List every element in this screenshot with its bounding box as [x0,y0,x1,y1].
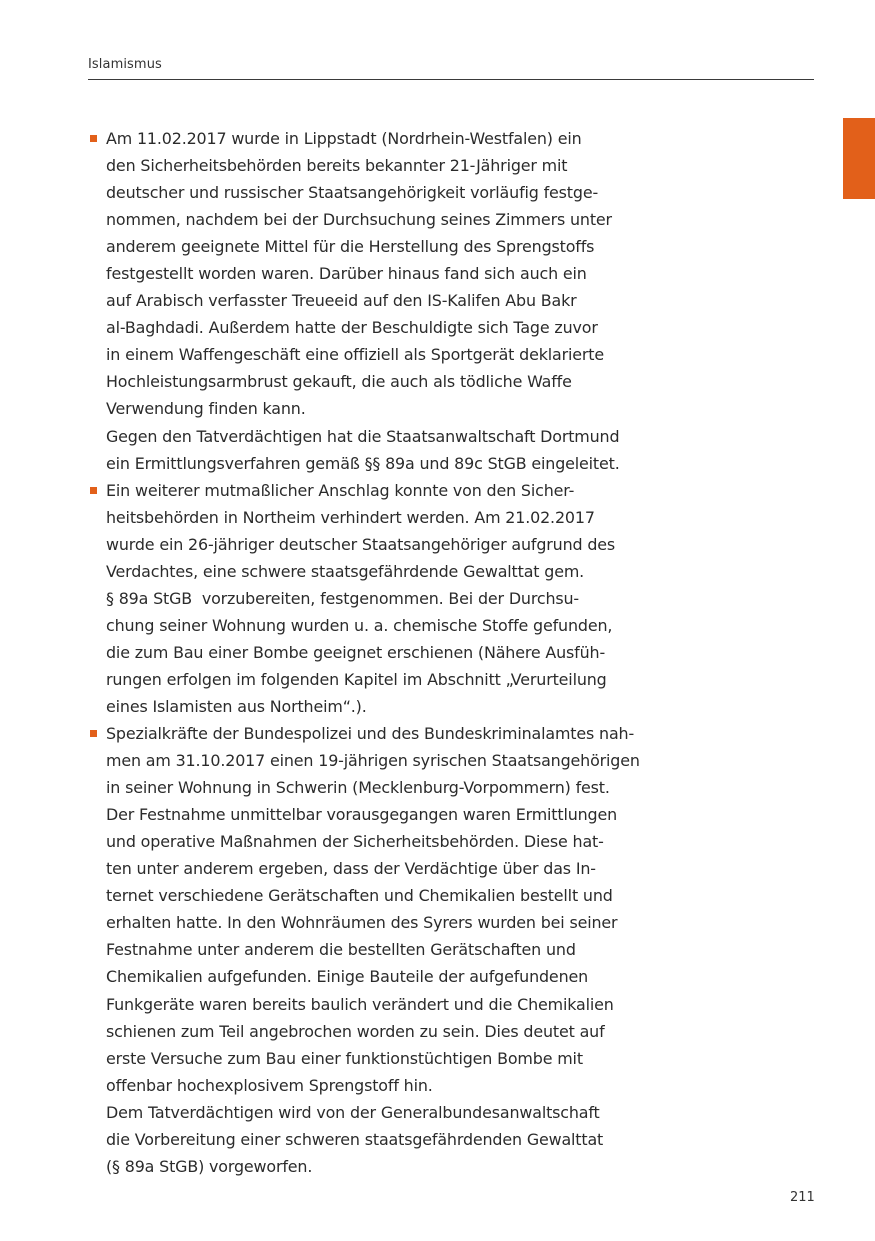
text-line: Verdachtes, eine schwere staatsgefährdende Gewalttat gem. [106,561,585,581]
text-line: men am 31.10.2017 einen 19-jährigen syrischen Staatsangehörigen [106,751,640,771]
text-line: al-Baghdadi. Außerdem hatte der Beschuldigte sich Tage zuvor [106,318,598,338]
text-line: offenbar hochexplosivem Sprengstoff hin. [106,1075,433,1095]
bullet-item-schwerin [90,720,650,1180]
text-line: ten unter anderem ergeben, dass der Verdächtige über das In- [106,859,596,879]
text-line: Am 11.02.2017 wurde in Lippstadt (Nordrhein-Westfalen) ein [106,129,582,148]
text-line: in einem Waffengeschäft eine offiziell als Sportgerät deklarierte [106,345,604,365]
text-line: Gegen den Tatverdächtigen hat die Staatsanwaltschaft Dortmund [106,426,620,446]
bullet-list [90,125,650,1180]
text-line: anderem geeignete Mittel für die Herstellung des Sprengstoffs [106,237,595,257]
header-rule [88,79,814,80]
text-line: Funkgeräte waren bereits baulich verändert und die Chemikalien [106,994,614,1014]
bullet-item-lippstadt [90,125,650,477]
running-head-title: Islamismus [88,57,162,72]
square-bullet-icon [90,487,97,494]
text-line: Ein weiterer mutmaßlicher Anschlag konnte von den Sicher- [106,480,575,500]
text-line: und operative Maßnahmen der Sicherheitsbehörden. Diese hat- [106,832,604,852]
text-line: Dem Tatverdächtigen wird von der Generalbundesanwaltschaft [106,1102,600,1122]
page-number: 211 [790,1190,815,1205]
text-line: § 89a StGB vorzubereiten, festgenommen. Bei der Durchsu- [106,588,580,608]
text-line: (§ 89a StGB) vorgeworfen. [106,1156,313,1176]
text-line: chung seiner Wohnung wurden u. a. chemische Stoffe gefunden, [106,615,613,635]
text-line: schienen zum Teil angebrochen worden zu sein. Dies deutet auf [106,1021,605,1041]
text-line: Spezialkräfte der Bundespolizei und des Bundeskriminalamtes nah- [106,724,635,744]
text-line: die zum Bau einer Bombe geeignet erschienen (Nähere Ausfüh- [106,642,606,662]
text-line: heitsbehörden in Northeim verhindert werden. Am 21.02.2017 [106,507,595,527]
text-line: den Sicherheitsbehörden bereits bekannter 21-Jähriger mit [106,156,568,176]
bullet-item-northeim [90,477,650,720]
text-line: erste Versuche zum Bau einer funktionstüchtigen Bombe mit [106,1048,583,1068]
text-line: die Vorbereitung einer schweren staatsgefährdenden Gewalttat [106,1129,604,1149]
text-line: Verwendung finden kann. [106,399,306,419]
text-line: auf Arabisch verfasster Treueeid auf den IS-Kalifen Abu Bakr [106,291,577,311]
square-bullet-icon [90,135,97,142]
text-line: eines Islamisten aus Northeim“.). [106,696,367,716]
text-line: Hochleistungsarmbrust gekauft, die auch als tödliche Waffe [106,372,572,392]
text-line: festgestellt worden waren. Darüber hinaus fand sich auch ein [106,264,587,284]
text-line: ein Ermittlungsverfahren gemäß §§ 89a und 89c StGB eingeleitet. [106,453,620,473]
chapter-side-tab [843,118,875,199]
text-line: nommen, nachdem bei der Durchsuchung seines Zimmers unter [106,210,612,230]
text-line: erhalten hatte. In den Wohnräumen des Syrers wurden bei seiner [106,913,618,933]
text-line: in seiner Wohnung in Schwerin (Mecklenburg-Vorpommern) fest. [106,778,610,798]
text-line: deutscher und russischer Staatsangehörigkeit vorläufig festge- [106,183,599,203]
text-line: wurde ein 26-jähriger deutscher Staatsangehöriger aufgrund des [106,534,616,554]
text-line: Der Festnahme unmittelbar vorausgegangen waren Ermittlungen [106,805,618,825]
text-line: Festnahme unter anderem die bestellten Gerätschaften und [106,940,576,960]
text-line: rungen erfolgen im folgenden Kapitel im Abschnitt „Verurteilung [106,669,607,689]
square-bullet-icon [90,730,97,737]
text-line: Chemikalien aufgefunden. Einige Bauteile der aufgefundenen [106,967,589,987]
text-line: ternet verschiedene Gerätschaften und Chemikalien bestellt und [106,886,613,906]
